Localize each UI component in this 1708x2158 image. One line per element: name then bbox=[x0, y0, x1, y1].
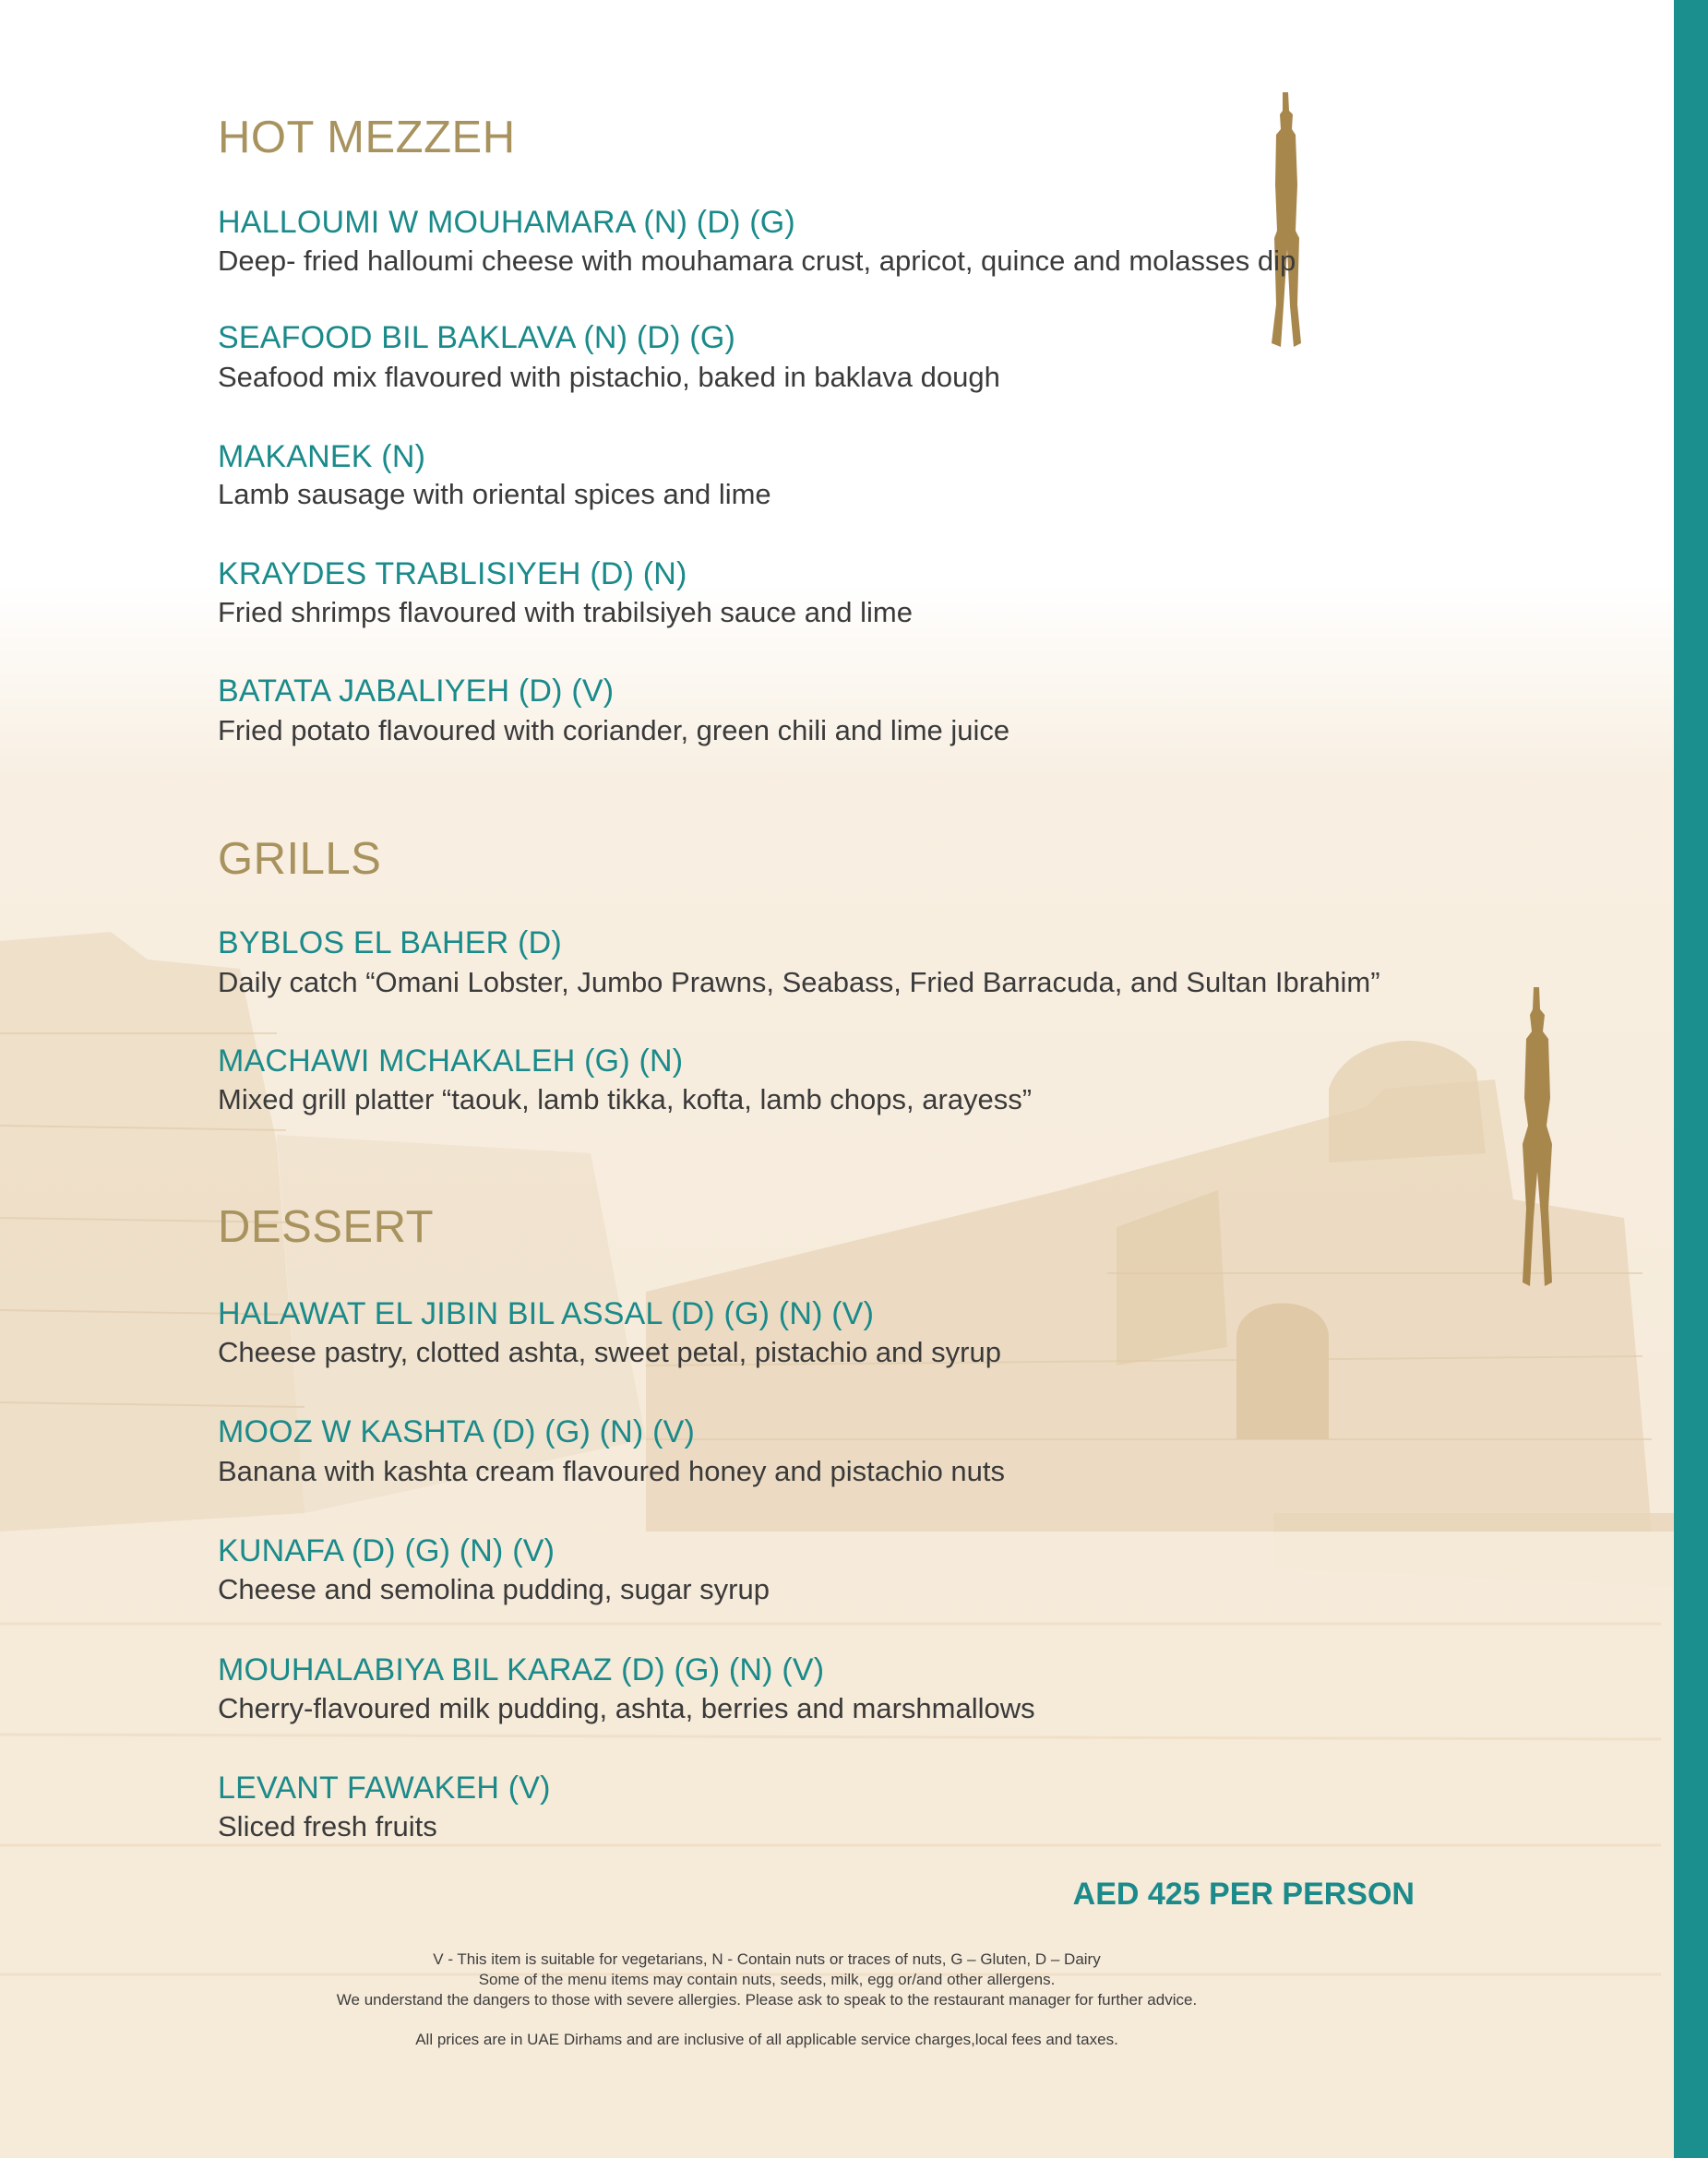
menu-item-name: MACHAWI MCHAKALEH (G) (N) bbox=[218, 1043, 684, 1079]
menu-item-name: BYBLOS EL BAHER (D) bbox=[218, 925, 562, 960]
menu-item-name: MAKANEK (N) bbox=[218, 439, 426, 474]
price-per-person: AED 425 PER PERSON bbox=[1072, 1877, 1415, 1912]
allergen-warning-note: Some of the menu items may contain nuts, seeds, milk, egg or/and other allergens. bbox=[478, 1971, 1056, 1988]
menu-item-desc: Fried shrimps flavoured with trabilsiyeh sauce and lime bbox=[218, 596, 913, 628]
menu-item-desc: Cheese and semolina pudding, sugar syrup bbox=[218, 1573, 770, 1605]
menu-item-name: MOOZ W KASHTA (D) (G) (N) (V) bbox=[218, 1414, 695, 1449]
menu-item-name: MOUHALABIYA BIL KARAZ (D) (G) (N) (V) bbox=[218, 1652, 825, 1687]
menu-item-name: BATATA JABALIYEH (D) (V) bbox=[218, 674, 615, 709]
menu-item-desc: Cherry-flavoured milk pudding, ashta, berries and marshmallows bbox=[218, 1692, 1035, 1724]
menu-item-desc: Deep- fried halloumi cheese with mouhamara crust, apricot, quince and molasses dip bbox=[218, 244, 1296, 277]
section-title-grills: GRILLS bbox=[218, 834, 382, 884]
menu-item-name: KUNAFA (D) (G) (N) (V) bbox=[218, 1533, 555, 1568]
menu-item-desc: Lamb sausage with oriental spices and lime bbox=[218, 478, 771, 510]
menu-item-desc: Fried potato flavoured with coriander, green chili and lime juice bbox=[218, 714, 1010, 746]
allergen-legend-note: V - This item is suitable for vegetarians, N - Contain nuts or traces of nuts, G – Gluten, D – Dairy bbox=[433, 1950, 1101, 1968]
menu-item-desc: Mixed grill platter “taouk, lamb tikka, kofta, lamb chops, arayess” bbox=[218, 1083, 1033, 1115]
menu-item-name: SEAFOOD BIL BAKLAVA (N) (D) (G) bbox=[218, 320, 735, 355]
menu-item-name: LEVANT FAWAKEH (V) bbox=[218, 1771, 551, 1806]
section-title-hot-mezzeh: HOT MEZZEH bbox=[218, 113, 516, 162]
allergy-advice-note: We understand the dangers to those with severe allergies. Please ask to speak to the restaurant manager for further advice. bbox=[336, 1991, 1198, 2009]
menu-item-desc: Seafood mix flavoured with pistachio, baked in baklava dough bbox=[218, 361, 1000, 393]
menu-item-desc: Cheese pastry, clotted ashta, sweet petal, pistachio and syrup bbox=[218, 1336, 1001, 1368]
menu-item-name: HALLOUMI W MOUHAMARA (N) (D) (G) bbox=[218, 205, 795, 240]
menu-item-name: KRAYDES TRABLISIYEH (D) (N) bbox=[218, 556, 687, 591]
menu-item-desc: Daily catch “Omani Lobster, Jumbo Prawns, Seabass, Fried Barracuda, and Sultan Ibrahim” bbox=[218, 966, 1380, 998]
menu-item-desc: Banana with kashta cream flavoured honey and pistachio nuts bbox=[218, 1455, 1006, 1487]
pricing-note: All prices are in UAE Dirhams and are inclusive of all applicable service charges,local fees and taxes. bbox=[415, 2031, 1118, 2048]
menu-item-name: HALAWAT EL JIBIN BIL ASSAL (D) (G) (N) (V) bbox=[218, 1296, 875, 1331]
section-title-dessert: DESSERT bbox=[218, 1202, 435, 1252]
menu-item-desc: Sliced fresh fruits bbox=[218, 1810, 437, 1842]
